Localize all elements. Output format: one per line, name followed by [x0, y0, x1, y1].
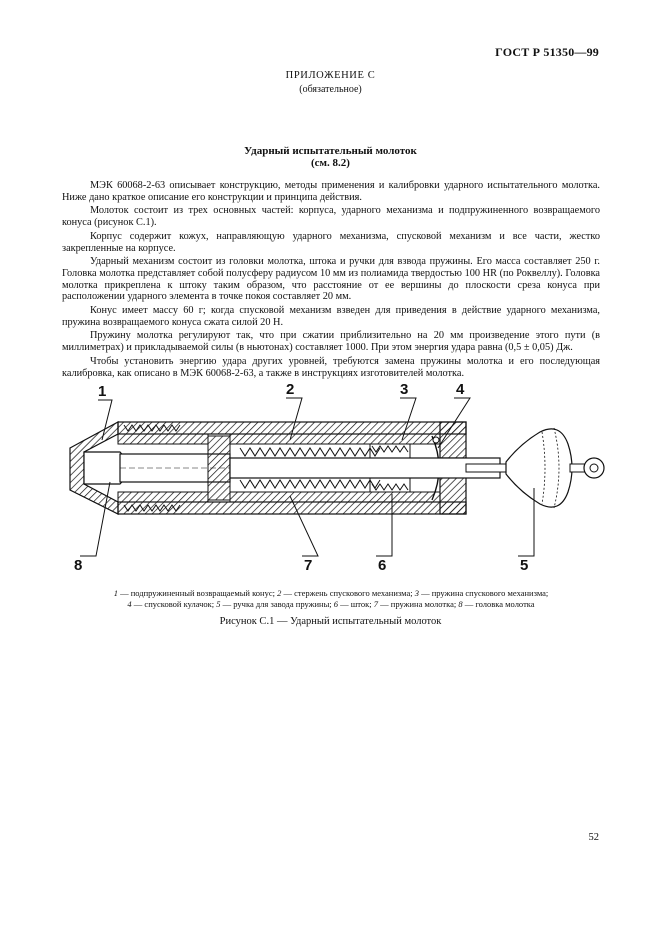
- paragraph: Ударный механизм состоит из головки молотка, штока и ручки для взвода пружины. Его масса составляет 250 г. Головка молотка представляет собой полусферу радиусом 10 мм из полиамида твердостью 100 HR (по Роквеллу). Головка молотка прикреплена к штоку таким образом, что расстояние от ее вершины до плоскости среза конуса при расположении ударного элемента в точке покоя составляет 20 мм.: [62, 256, 600, 303]
- paragraph: Корпус содержит кожух, направляющую ударного механизма, спусковой механизм и все части, жестко закрепленные на корпусе.: [62, 230, 600, 254]
- callout-6: 6: [378, 557, 387, 574]
- paragraph: Молоток состоит из трех основных частей: корпуса, ударного механизма и подпружиненного возвращаемого конуса (рисунок С.1).: [62, 205, 600, 229]
- callout-4: 4: [456, 381, 465, 398]
- legend-num: 2: [277, 588, 282, 598]
- paragraph: Чтобы установить энергию удара других уровней, требуются замена пружины молотка и его последующая калибровка, как описано в МЭК 60068-2-63, а также в инструкциях изготовителей молотка.: [62, 355, 600, 379]
- standard-number: ГОСТ Р 51350—99: [495, 45, 599, 59]
- rod: [230, 458, 508, 478]
- legend-num: 5: [216, 599, 221, 609]
- legend-num: 1: [113, 588, 118, 598]
- legend-num: 8: [458, 599, 463, 609]
- callout-1: 1: [98, 383, 107, 400]
- legend-num: 7: [373, 599, 379, 609]
- callout-3: 3: [400, 381, 409, 398]
- figure-legend: [62, 588, 600, 610]
- section-reference: (см. 8.2): [311, 157, 350, 169]
- paragraph: Конус имеет массу 60 г; когда спусковой механизм взведен для приведения в действие ударного механизма, пружина возвращаемого конуса сжата силой 20 Н.: [62, 305, 600, 328]
- callout-7: 7: [304, 557, 313, 574]
- legend-num: 3: [414, 588, 419, 598]
- figure-title: Рисунок С.1 — Ударный испытательный молоток: [219, 616, 442, 627]
- legend-text: — пружина молотка;: [378, 599, 459, 609]
- body-text: [62, 180, 600, 381]
- legend-text: — головка молотка: [462, 599, 535, 609]
- section-title: Ударный испытательный молоток: [244, 145, 417, 157]
- appendix-subtitle: (обязательное): [299, 84, 362, 95]
- callout-8: 8: [74, 557, 83, 574]
- legend-text: — шток;: [338, 599, 374, 609]
- hammer-drawing: [40, 378, 630, 578]
- page-number: 52: [588, 832, 599, 843]
- appendix-title: ПРИЛОЖЕНИЕ С: [285, 70, 376, 81]
- winding-handle: [506, 428, 604, 508]
- legend-num: 4: [127, 599, 132, 609]
- legend-text: — пружина спускового механизма;: [418, 588, 549, 598]
- legend-num: 6: [333, 599, 339, 609]
- legend-text: — стержень спускового механизма;: [281, 588, 415, 598]
- callout-5: 5: [520, 557, 529, 574]
- legend-text: — спусковой кулачок;: [131, 599, 217, 609]
- callout-2: 2: [286, 381, 295, 398]
- legend-text: — ручка для завода пружины;: [220, 599, 334, 609]
- paragraph: МЭК 60068-2-63 описывает конструкцию, методы применения и калибровки ударного испытательного молотка. Ниже дано краткое описание его конструкции и принципа действия.: [62, 180, 600, 203]
- paragraph: Пружину молотка регулируют так, что при сжатии приблизительно на 20 мм произведение этого пути (в миллиметрах) и прикладываемой силы (в ньютонах) составляет 1000. При этом энергия удара равна (0,5 ± 0,05) Дж.: [62, 330, 600, 354]
- legend-text: — подпружиненный возвращаемый конус;: [117, 588, 278, 598]
